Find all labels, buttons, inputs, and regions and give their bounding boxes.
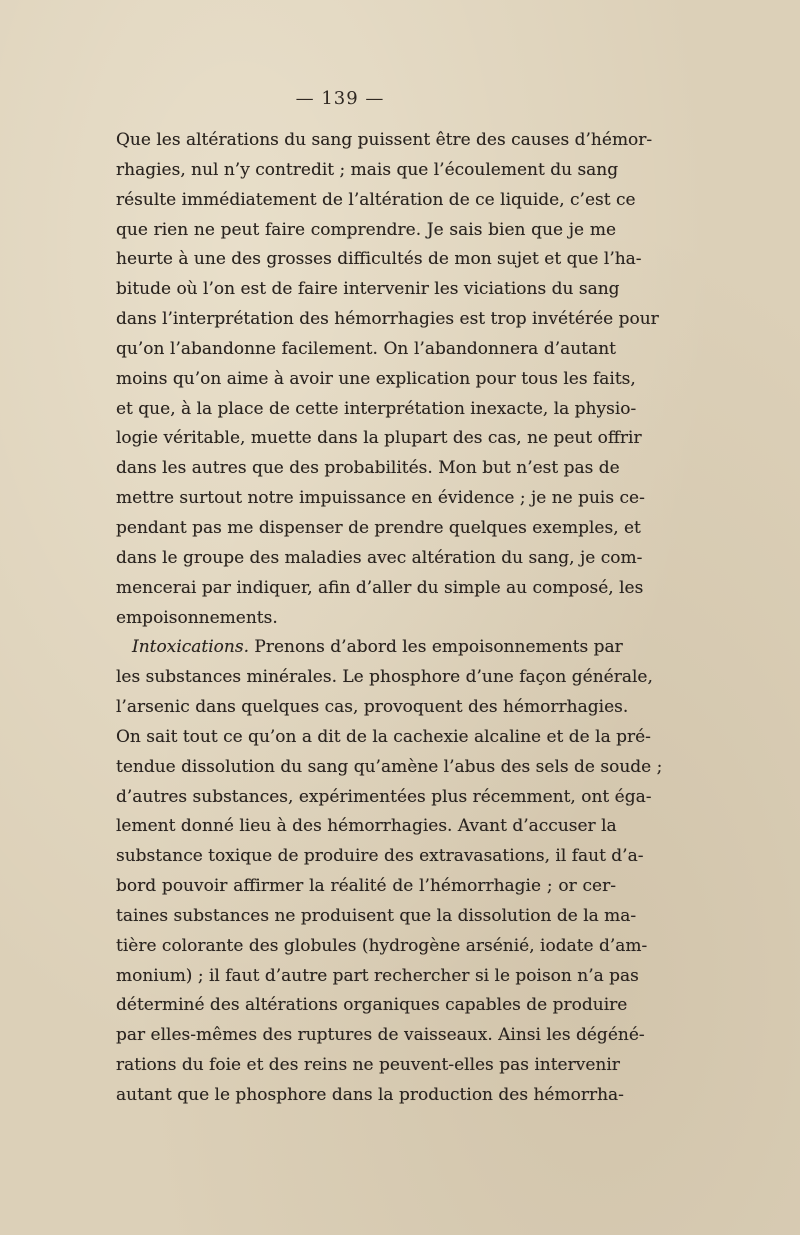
text-line: qu’on l’abandonne facilement. On l’abandonnera d’autant <box>116 338 616 359</box>
text-line: substance toxique de produire des extravasations, il faut d’a- <box>116 846 644 867</box>
text-line: et que, à la place de cette interprétation inexacte, la physio- <box>116 398 637 419</box>
text-line: par elles-mêmes des ruptures de vaisseaux. Ainsi les dégéné- <box>116 1025 645 1046</box>
text-line: autant que le phosphore dans la production des hémorrha- <box>116 1085 624 1105</box>
text-line: déterminé des altérations organiques capables de produire <box>116 995 628 1016</box>
text-line: lement donné lieu à des hémorrhagies. Avant d’accuser la <box>116 816 617 837</box>
section-lead: Intoxications. <box>132 637 249 658</box>
text-line: les substances minérales. Le phosphore d’une façon générale, <box>116 667 653 688</box>
text-line: mettre surtout notre impuissance en évidence ; je ne puis ce- <box>116 488 645 509</box>
text-line: rhagies, nul n’y contredit ; mais que l’écoulement du sang <box>116 159 619 180</box>
text-line: empoisonnements. <box>116 607 278 628</box>
page-number: — 139 — <box>295 88 385 109</box>
text-line: bord pouvoir affirmer la réalité de l’hémorrhagie ; or cer- <box>116 876 616 897</box>
text-line: monium) ; il faut d’autre part rechercher si le poison n’a pas <box>116 965 639 986</box>
text-line: logie véritable, muette dans la plupart des cas, ne peut offrir <box>116 428 642 449</box>
text-line: tendue dissolution du sang qu’amène l’abus des sels de soude ; <box>116 756 663 777</box>
text-line: mencerai par indiquer, afin d’aller du simple au composé, les <box>116 577 644 598</box>
text-line: dans le groupe des maladies avec altération du sang, je com- <box>116 547 643 568</box>
paragraph-lead-line <box>116 633 623 663</box>
text-line: taines substances ne produisent que la dissolution de la ma- <box>116 905 637 926</box>
body-text <box>116 126 663 1111</box>
text-line: d’autres substances, expérimentées plus récemment, ont éga- <box>116 786 652 807</box>
text-line: que rien ne peut faire comprendre. Je sais bien que je me <box>116 219 616 240</box>
text-line: On sait tout ce qu’on a dit de la cachexie alcaline et de la pré- <box>116 726 651 747</box>
text-line: résulte immédiatement de l’altération de ce liquide, c’est ce <box>116 189 636 210</box>
text-line: pendant pas me dispenser de prendre quelques exemples, et <box>116 517 641 538</box>
text-line: bitude où l’on est de faire intervenir les viciations du sang <box>116 279 620 300</box>
text-line: Que les altérations du sang puissent être des causes d’hémor- <box>116 130 653 150</box>
lead-line-rest: Prenons d’abord les empoisonnements par <box>249 637 623 658</box>
text-line: tière colorante des globules (hydrogène arsénié, iodate d’am- <box>116 935 648 956</box>
text-line: dans les autres que des probabilités. Mon but n’est pas de <box>116 458 620 479</box>
text-line: dans l’interprétation des hémorrhagies est trop invétérée pour <box>116 309 659 330</box>
text-line: heurte à une des grosses difficultés de mon sujet et que l’ha- <box>116 249 642 270</box>
text-line: moins qu’on aime à avoir une explication pour tous les faits, <box>116 368 636 389</box>
text-line: l’arsenic dans quelques cas, provoquent des hémorrhagies. <box>116 697 629 718</box>
text-line: rations du foie et des reins ne peuvent-elles pas intervenir <box>116 1055 620 1076</box>
